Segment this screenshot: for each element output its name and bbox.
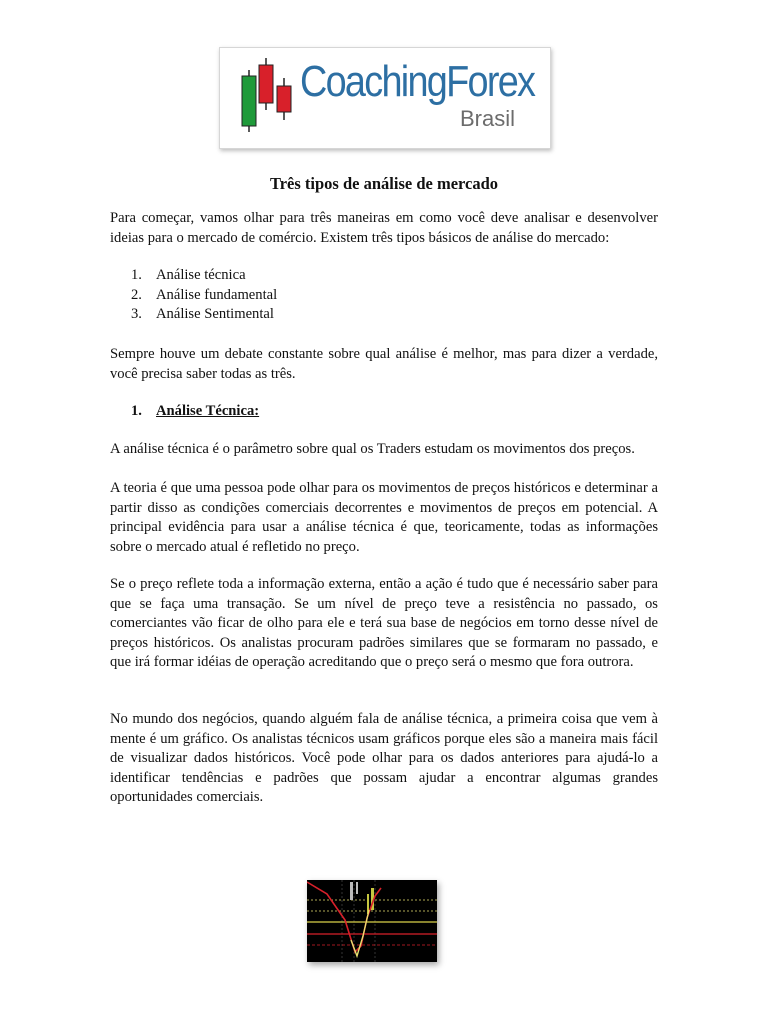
paragraph-1: A análise técnica é o parâmetro sobre qual os Traders estudam os movimentos dos preços. <box>110 441 635 457</box>
intro-paragraph: Para começar, vamos olhar para três maneiras em como você deve analisar e desenvolver ideias para o mercado de comércio. Existem três tipos básicos de análise do mercado: <box>110 210 658 246</box>
section-title: Análise Técnica: <box>156 403 260 419</box>
list-item <box>131 286 277 306</box>
list-item <box>131 266 277 286</box>
paragraph-4: No mundo dos negócios, quando alguém fala de análise técnica, a primeira coisa que vem à mente é um gráfico. Os analistas técnicos usam gráficos porque eles são a maneira mais fácil de visualizar dados históricos. Você pode olhar para os dados anteriores para ajudá-lo a identificar tendências e padrões que possam ajudar a encontrar algumas grandes oportunidades comerciais. <box>110 711 658 805</box>
coaching-forex-logo <box>219 47 551 149</box>
logo-wordmark: CoachingForex <box>300 57 535 106</box>
list-label: Análise fundamental <box>156 286 278 303</box>
analysis-types-list <box>131 266 277 325</box>
page-title: Três tipos de análise de mercado <box>269 174 499 193</box>
logo-subtitle: Brasil <box>460 106 516 131</box>
price-chart-image <box>307 880 437 962</box>
list-number: 3. <box>131 306 142 322</box>
section-number: 1. <box>131 403 142 419</box>
list-item <box>131 305 277 325</box>
list-label: Análise Sentimental <box>156 306 274 322</box>
debate-paragraph: Sempre houve um debate constante sobre qual análise é melhor, mas para dizer a verdade, você precisa saber todas as três. <box>110 346 658 382</box>
paragraph-3: Se o preço reflete toda a informação externa, então a ação é tudo que é necessário saber para que se faça uma transação. Se um nível de preço teve a resistência no passado, os comerciantes vão ficar de olho para ele e terá sua base de negócios em torno desse nível de preços históricos. Os analistas procuram padrões similares que se formaram no passado, e que irá formar idéias de operação acreditando que o preço será o mesmo que fora outrora. <box>110 576 658 670</box>
paragraph-2: A teoria é que uma pessoa pode olhar para os movimentos de preços históricos e determinar a partir disso as condições comerciais decorrentes e movimentos de preços em potencial. A principal evidência para usar a análise técnica é que, teoricamente, todas as informações sobre o mercado atual é refletido no preço. <box>110 480 658 555</box>
list-number: 1. <box>131 267 142 283</box>
list-number: 2. <box>131 286 142 303</box>
price-chart-graphic <box>307 880 437 962</box>
section-heading <box>131 402 259 422</box>
list-label: Análise técnica <box>156 267 246 283</box>
